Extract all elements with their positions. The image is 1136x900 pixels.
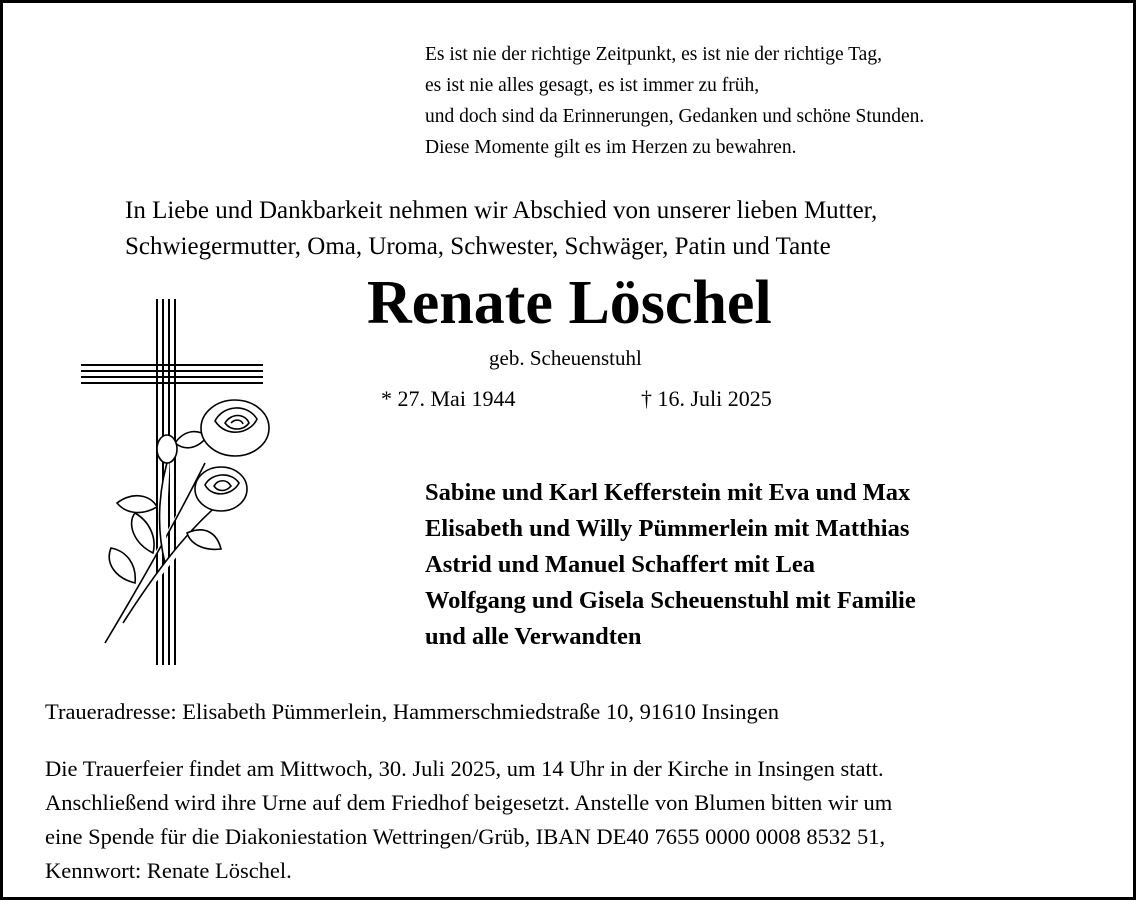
ceremony-line-3: eine Spende für die Diakoniestation Wettringen/Grüb, IBAN DE40 7655 0000 0008 8532 51, xyxy=(45,824,886,849)
mourner-line: Elisabeth und Willy Pümmerlein mit Matthias xyxy=(425,515,910,542)
birth-date: * 27. Mai 1944 xyxy=(381,386,516,411)
mourner-line: Astrid und Manuel Schaffert mit Lea xyxy=(425,551,815,578)
mourner-line: Wolfgang und Gisela Scheuenstuhl mit Familie xyxy=(425,587,916,614)
mourner-line: und alle Verwandten xyxy=(425,623,642,650)
poem-line-1: Es ist nie der richtige Zeitpunkt, es ist nie der richtige Tag, xyxy=(425,44,882,65)
deceased-name: Renate Löschel xyxy=(367,269,772,337)
ceremony-line-2: Anschließend wird ihre Urne auf dem Friedhof beigesetzt. Anstelle von Blumen bitten wir um xyxy=(45,790,893,815)
poem-line-3: und doch sind da Erinnerungen, Gedanken und schöne Stunden. xyxy=(425,106,925,127)
intro-text xyxy=(125,193,877,265)
ceremony-line-4: Kennwort: Renate Löschel. xyxy=(45,858,292,883)
mourning-address: Traueradresse: Elisabeth Pümmerlein, Hammerschmiedstraße 10, 91610 Insingen xyxy=(45,699,779,724)
birth-name: geb. Scheuenstuhl xyxy=(489,346,642,370)
ceremony-line-1: Die Trauerfeier findet am Mittwoch, 30. Juli 2025, um 14 Uhr in der Kirche in Insingen statt. xyxy=(45,756,884,781)
intro-line-1: In Liebe und Dankbarkeit nehmen wir Abschied von unserer lieben Mutter, xyxy=(125,197,878,224)
intro-line-2: Schwiegermutter, Oma, Uroma, Schwester, Schwäger, Patin und Tante xyxy=(125,233,831,260)
mourner-line: Sabine und Karl Kefferstein mit Eva und Max xyxy=(425,479,911,506)
mourners-list xyxy=(425,475,916,655)
ceremony-notice xyxy=(45,752,892,888)
death-date: † 16. Juli 2025 xyxy=(641,386,772,411)
poem-line-2: es ist nie alles gesagt, es ist immer zu früh, xyxy=(425,75,760,96)
cross-with-roses-icon xyxy=(75,293,275,673)
poem xyxy=(425,39,924,163)
poem-line-4: Diese Momente gilt es im Herzen zu bewahren. xyxy=(425,137,797,158)
